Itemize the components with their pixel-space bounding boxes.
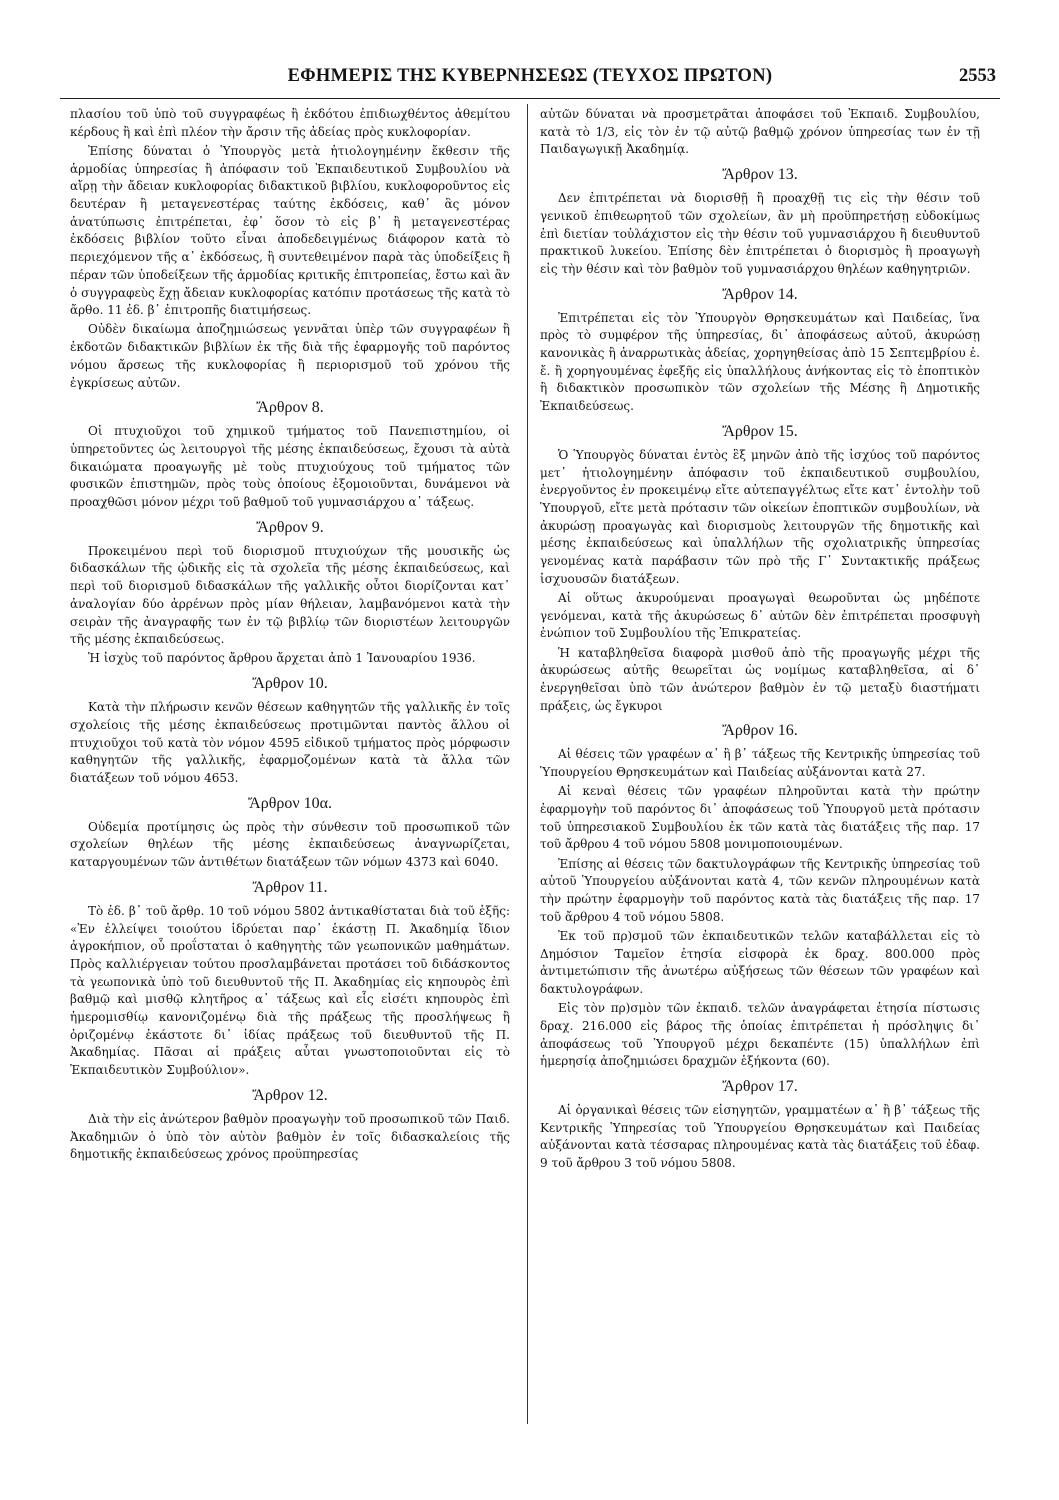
article-heading: Ἄρθρον 10α. xyxy=(248,794,332,812)
paragraph: Οἱ πτυχιοῦχοι τοῦ χημικοῦ τμήματος τοῦ Πανεπιστημίου, οἱ ὑπηρετοῦντες ὡς λειτουργοὶ τῆς μέσης ἐκπαιδεύσεως, ἔχουσι τὰ αὐτὰ δικαιώματα προαγωγῆς μὲ τοὺς πτυχιούχους τοῦ τμήματος τῶν φυσικῶν ἐπιστημῶν, πρὸς τοὺς ὁποίους ἐξομοιοῦνται, δυνάμενοι νὰ προαχθῶσι μόνον μέχρι τοῦ βαθμοῦ τοῦ γυμνασιάρχου α᾽ τάξεως. xyxy=(70,424,510,510)
paragraph: Εἰς τὸν πρ)σμὸν τῶν ἐκπαιδ. τελῶν ἀναγράφεται ἐτησία πίστωσις δραχ. 216.000 εἰς βάρος τῆς ὁποίας ἐπιτρέπεται ἡ πρόσληψις δι᾽ ἀποφάσεως τοῦ Ὑπουργοῦ μέχρι δεκαπέντε (15) ὑπαλλήλων ἐπὶ ἡμερησίᾳ ἀποζημιώσει δραχμῶν ἑξήκοντα (60). xyxy=(540,1001,980,1069)
paragraph: Αἱ θέσεις τῶν γραφέων α᾽ ἢ β᾽ τάξεως τῆς Κεντρικῆς ὑπηρεσίας τοῦ Ὑπουργείου Θρησκευμάτων καὶ Παιδείας αὐξάνονται κατὰ 27. xyxy=(540,747,980,780)
article-heading: Ἄρθρον 11. xyxy=(252,878,328,896)
paragraph: Δεν ἐπιτρέπεται νὰ διορισθῇ ἢ προαχθῇ τις εἰς τὴν θέσιν τοῦ γενικοῦ ἐπιθεωρητοῦ τῶν σχολείων, ἂν μὴ προϋπηρετήσῃ εὐδοκίμως ἐπὶ διετίαν τοὐλάχιστον εἰς τὴν θέσιν τοῦ γυμνασιάρχου ἢ διευθυντοῦ πρακτικοῦ λυκείου. Ἐπίσης δὲν ἐπιτρέπεται ὁ διορισμὸς ἢ προαγωγὴ εἰς τὴν θέσιν καὶ τὸν βαθμὸν τοῦ γυμνασιάρχου θηλέων καθηγητριῶν. xyxy=(540,191,980,276)
article-heading: Ἄρθρον 14. xyxy=(722,285,798,303)
article-heading: Ἄρθρον 12. xyxy=(252,1086,328,1104)
article-heading: Ἄρθρον 17. xyxy=(722,1078,798,1096)
paragraph: Αἱ κεναὶ θέσεις τῶν γραφέων πληροῦνται κατὰ τὴν πρώτην ἐφαρμογὴν τοῦ παρόντος δι᾽ ἀποφάσεως τοῦ Ὑπουργοῦ μετὰ πρότασιν τοῦ ὑπηρεσιακοῦ Συμβουλίου ἐκ τῶν κατὰ τὰς διατάξεις τῆς παρ. 17 τοῦ ἄρθρου 4 τοῦ νόμου 5808 μονιμοποιουμένων. xyxy=(540,784,980,852)
page-number: 2553 xyxy=(959,66,996,86)
article-heading: Ἄρθρον 8. xyxy=(256,399,324,417)
paragraph: Οὐδεμία προτίμησις ὡς πρὸς τὴν σύνθεσιν τοῦ προσωπικοῦ τῶν σχολείων θηλέων τῆς μέσης ἐκπαιδεύσεως ἀναγνωρίζεται, καταργουμένων τῶν ἀντιθέτων διατάξεων τῶν νόμων 4373 καὶ 6040. xyxy=(70,819,510,870)
paragraph: Διὰ τὴν εἰς ἀνώτερον βαθμὸν προαγωγὴν τοῦ προσωπικοῦ τῶν Παιδ. Ἀκαδημιῶν ὁ ὑπὸ τὸν αὐτὸν βαθμὸν ἐν τοῖς διδασκαλείοις τῆς δημοτικῆς ἐκπαιδεύσεως χρόνος προϋπηρεσίας xyxy=(70,1111,510,1162)
paragraph: Τὸ ἐδ. β᾽ τοῦ ἄρθρ. 10 τοῦ νόμου 5802 ἀντικαθίσταται διὰ τοῦ ἑξῆς: «Ἐν ἐλλείψει τοιούτου ἱδρύεται παρ᾽ ἑκάστῃ Π. Ἀκαδημίᾳ ἴδιον ἀγροκήπιον, οὗ προΐσταται ὁ καθηγητὴς τῶν γεωπονικῶν μαθημάτων. Πρὸς καλλιέργειαν τούτου προσλαμβάνεται προτάσει τοῦ διδάσκοντος τὰ γεωπονικὰ ὑπὸ τοῦ διευθυντοῦ τῆς Π. Ἀκαδημίας εἰς κηπουρὸς ἐπὶ βαθμῷ καὶ μισθῷ κλητῆρος α᾽ τάξεως καὶ εἷς εἰσέτι κηπουρὸς ἐπὶ ἡμερομισθίῳ κανονιζομένῳ διὰ τῆς πράξεως τῆς προσλήψεως ἢ ὁριζομένῳ ἑκάστοτε δι᾽ ἰδίας πράξεως τοῦ διευθυντοῦ τῆς Π. Ἀκαδημίας. Πᾶσαι αἱ πράξεις αὗται γνωστοποιοῦνται εἰς τὸ Ἐκπαιδευτικὸν Συμβούλιον». xyxy=(70,903,510,1078)
paragraph: Προκειμένου περὶ τοῦ διορισμοῦ πτυχιούχων τῆς μουσικῆς ὡς διδασκάλων τῆς ᾠδικῆς εἰς τὰ σχολεῖα τῆς μέσης ἐκπαιδεύσεως, καὶ περὶ τοῦ διορισμοῦ διδασκάλων τῆς γαλλικῆς οὗτοι διορίζονται κατ᾽ ἀναλογίαν δύο ἀρρένων πρὸς μίαν θήλειαν, λαμβανόμενοι κατὰ τὴν σειρὰν τῆς ἀναγραφῆς των ἐν τῷ βιβλίῳ τῶν διοριστέων λειτουργῶν τῆς μέσης ἐκπαιδεύσεως. xyxy=(70,543,510,647)
page-header xyxy=(60,66,1000,94)
gazette-title: ΕΦΗΜΕΡΙΣ ΤΗΣ ΚΥΒΕΡΝΗΣΕΩΣ (ΤΕΥΧΟΣ ΠΡΩΤΟΝ) xyxy=(287,66,773,86)
paragraph: Κατὰ τὴν πλήρωσιν κενῶν θέσεων καθηγητῶν τῆς γαλλικῆς ἐν τοῖς σχολείοις τῆς μέσης ἐκπαιδεύσεως προτιμῶνται παντὸς ἄλλου οἱ πτυχιοῦχοι τοῦ κατὰ τὸν νόμον 4595 εἰδικοῦ τμήματος πρὸς μόρφωσιν καθηγητῶν τῆς γαλλικῆς, ἐφαρμοζομένων κατὰ τὰ ἄλλα τῶν διατάξεων τοῦ νόμου 4653. xyxy=(70,700,510,785)
article-heading: Ἄρθρον 15. xyxy=(722,422,798,440)
paragraph: Ὁ Ὑπουργὸς δύναται ἐντὸς ἓξ μηνῶν ἀπὸ τῆς ἰσχύος τοῦ παρόντος μετ᾽ ἠτιολογημένην ἀπόφασιν τοῦ ἐκπαιδευτικοῦ συμβουλίου, ἐνεργοῦντος ἐν προκειμένῳ εἴτε αὐτεπαγγέλτως εἴτε κατ᾽ ἐντολὴν τοῦ Ὑπουργοῦ, εἴτε μετὰ πρότασιν τῶν οἰκείων ἐποπτικῶν συμβουλίων, νὰ ἀκυρώσῃ προαγωγὰς καὶ διορισμοὺς λειτουργῶν τῆς δημοτικῆς καὶ μέσης ἐκπαιδεύσεως καὶ ὑπαλλήλων τῆς σχολιατρικῆς ὑπηρεσίας γενομένας κατὰ παράβασιν τῶν πρὸ τῆς Γ᾽ Συντακτικῆς πράξεως ἰσχυουσῶν διατάξεων. xyxy=(540,447,980,586)
paragraph: Ἐπιτρέπεται εἰς τὸν Ὑπουργὸν Θρησκευμάτων καὶ Παιδείας, ἵνα πρὸς τὸ συμφέρον τῆς ὑπηρεσίας, δι᾽ ἀποφάσεως αὐτοῦ, ἀκυρώσῃ κανονικὰς ἢ ἀναρρωτικὰς ἀδείας, χορηγηθείσας ἀπὸ 15 Σεπτεμβρίου ἐ. ἔ. ἢ χορηγουμένας ἐφεξῆς εἰς ὑπαλλήλους ἀνήκοντας εἰς τὸ ἐποπτικὸν ἢ διδακτικὸν προσωπικὸν τῶν σχολείων τῆς Μέσης ἢ Δημοτικῆς Ἐκπαιδεύσεως. xyxy=(540,310,980,414)
paragraph: Ἐπίσης δύναται ὁ Ὑπουργὸς μετὰ ἠτιολογημένην ἔκθεσιν τῆς ἁρμοδίας ὑπηρεσίας ἢ ἀπόφασιν τοῦ Ἐκπαιδευτικοῦ Συμβουλίου νὰ αἴρῃ τὴν ἄδειαν κυκλοφορίας διδακτικοῦ βιβλίου, κυκλοφοροῦντος εἰς δευτέραν ἢ μεταγενεστέρας ταύτης ἐκδόσεις, καθ᾽ ἃς μόνον ἀνατύπωσις ἐπιτρέπεται, ἐφ᾽ ὅσον τὸ εἰς β᾽ ἢ μεταγενεστέρας ἐκδόσεις βιβλίον τοῦτο εἶναι ἀποδεδειγμένως διάφορον κατὰ τὸ περιεχόμενον τῆς α᾽ ἐκδόσεως, ἢ συντεθειμένον παρὰ τὰς ὑποδείξεις ἢ πέραν τῶν ὑποδείξεων τῆς ἁρμοδίας κριτικῆς ἐπιτροπείας, ἔστω καὶ ἂν ὁ συγγραφεὺς ἔχῃ ἄδειαν κυκλοφορίας κατόπιν προτάσεως τῆς κατὰ τὸ ἄρθο. 11 ἐδ. β᾽ ἐπιτροπῆς διατιμήσεως. xyxy=(70,143,510,318)
article-heading: Ἄρθρον 10. xyxy=(252,675,328,693)
paragraph: Ἐκ τοῦ πρ)σμοῦ τῶν ἐκπαιδευτικῶν τελῶν καταβάλλεται εἰς τὸ Δημόσιον Ταμεῖον ἐτησία εἰσφορὰ ἐκ δραχ. 800.000 πρὸς ἀντιμετώπισιν τῆς ἀνωτέρω αὐξήσεως τῶν θέσεων τῶν γραφέων καὶ δακτυλογράφων. xyxy=(540,928,980,997)
paragraph: πλασίου τοῦ ὑπὸ τοῦ συγγραφέως ἢ ἐκδότου ἐπιδιωχθέντος ἀθεμίτου κέρδους ἢ καὶ ἐπὶ πλέον τὴν ἄρσιν τῆς ἀδείας πρὸς κυκλοφορίαν. xyxy=(70,107,510,139)
header-rule xyxy=(60,98,1000,99)
paragraph: Ἡ ἰσχὺς τοῦ παρόντος ἄρθρου ἄρχεται ἀπὸ 1 Ἰανουαρίου 1936. xyxy=(88,651,476,666)
right-column xyxy=(540,106,980,1174)
column-divider xyxy=(527,104,528,1424)
paragraph: Οὐδὲν δικαίωμα ἀποζημιώσεως γεννᾶται ὑπὲρ τῶν συγγραφέων ἢ ἐκδοτῶν διδακτικῶν βιβλίων ἐκ τῆς διὰ τῆς ἐφαρμογῆς τοῦ παρόντος νόμου ἄρσεως τῆς κυκλοφορίας ἢ περιορισμοῦ τοῦ χρόνου τῆς ἐγκρίσεως αὐτῶν. xyxy=(70,322,510,390)
paragraph: αὐτῶν δύναται νὰ προσμετρᾶται ἀποφάσει τοῦ Ἐκπαιδ. Συμβουλίου, κατὰ τὸ 1/3, εἰς τὸν ἐν τῷ αὐτῷ βαθμῷ χρόνον ὑπηρεσίας των ἐν τῇ Παιδαγωγικῇ Ἀκαδημίᾳ. xyxy=(540,107,980,157)
article-heading: Ἄρθρον 16. xyxy=(722,722,798,740)
paragraph: Ἐπίσης αἱ θέσεις τῶν δακτυλογράφων τῆς Κεντρικῆς ὑπηρεσίας τοῦ αὐτοῦ Ὑπουργείου αὐξάνονται κατὰ 4, τῶν κενῶν πληρουμένων κατὰ τὴν πρώτην ἐφαρμογὴν τοῦ παρόντος κατὰ τὰς διατάξεις τῆς παρ. 17 τοῦ ἄρθρου 4 τοῦ νόμου 5808. xyxy=(540,856,980,924)
paragraph: Ἡ καταβληθεῖσα διαφορὰ μισθοῦ ἀπὸ τῆς προαγωγῆς μέχρι τῆς ἀκυρώσεως αὐτῆς θεωρεῖται ὡς νομίμως καταβληθεῖσα, αἱ δ᾽ ἐνεργηθεῖσαι ὑπὸ τῶν ἀνώτερον βαθμὸν ἐν τῷ μεταξὺ διαστήματι πράξεις, ὡς ἔγκυροι xyxy=(540,645,980,713)
paragraph: Αἱ ὀργανικαὶ θέσεις τῶν εἰσηγητῶν, γραμματέων α᾽ ἢ β᾽ τάξεως τῆς Κεντρικῆς Ὑπηρεσίας τοῦ Ὑπουργείου Θρησκευμάτων καὶ Παιδείας αὐξάνονται κατὰ τέσσαρας πληρουμένας κατὰ τὰς διατάξεις τοῦ ἐδαφ. 9 τοῦ ἄρθρου 3 τοῦ νόμου 5808. xyxy=(540,1103,980,1171)
article-heading: Ἄρθρον 13. xyxy=(722,166,798,184)
paragraph: Αἱ οὕτως ἀκυρούμεναι προαγωγαὶ θεωροῦνται ὡς μηδέποτε γενόμεναι, κατὰ τῆς ἀκυρώσεως δ᾽ αὐτῶν δὲν ἐπιτρέπεται προσφυγὴ ἐνώπιον τοῦ Συμβουλίου τῆς Ἐπικρατείας. xyxy=(540,590,980,641)
article-heading: Ἄρθρον 9. xyxy=(256,518,324,536)
left-column xyxy=(70,106,510,1165)
